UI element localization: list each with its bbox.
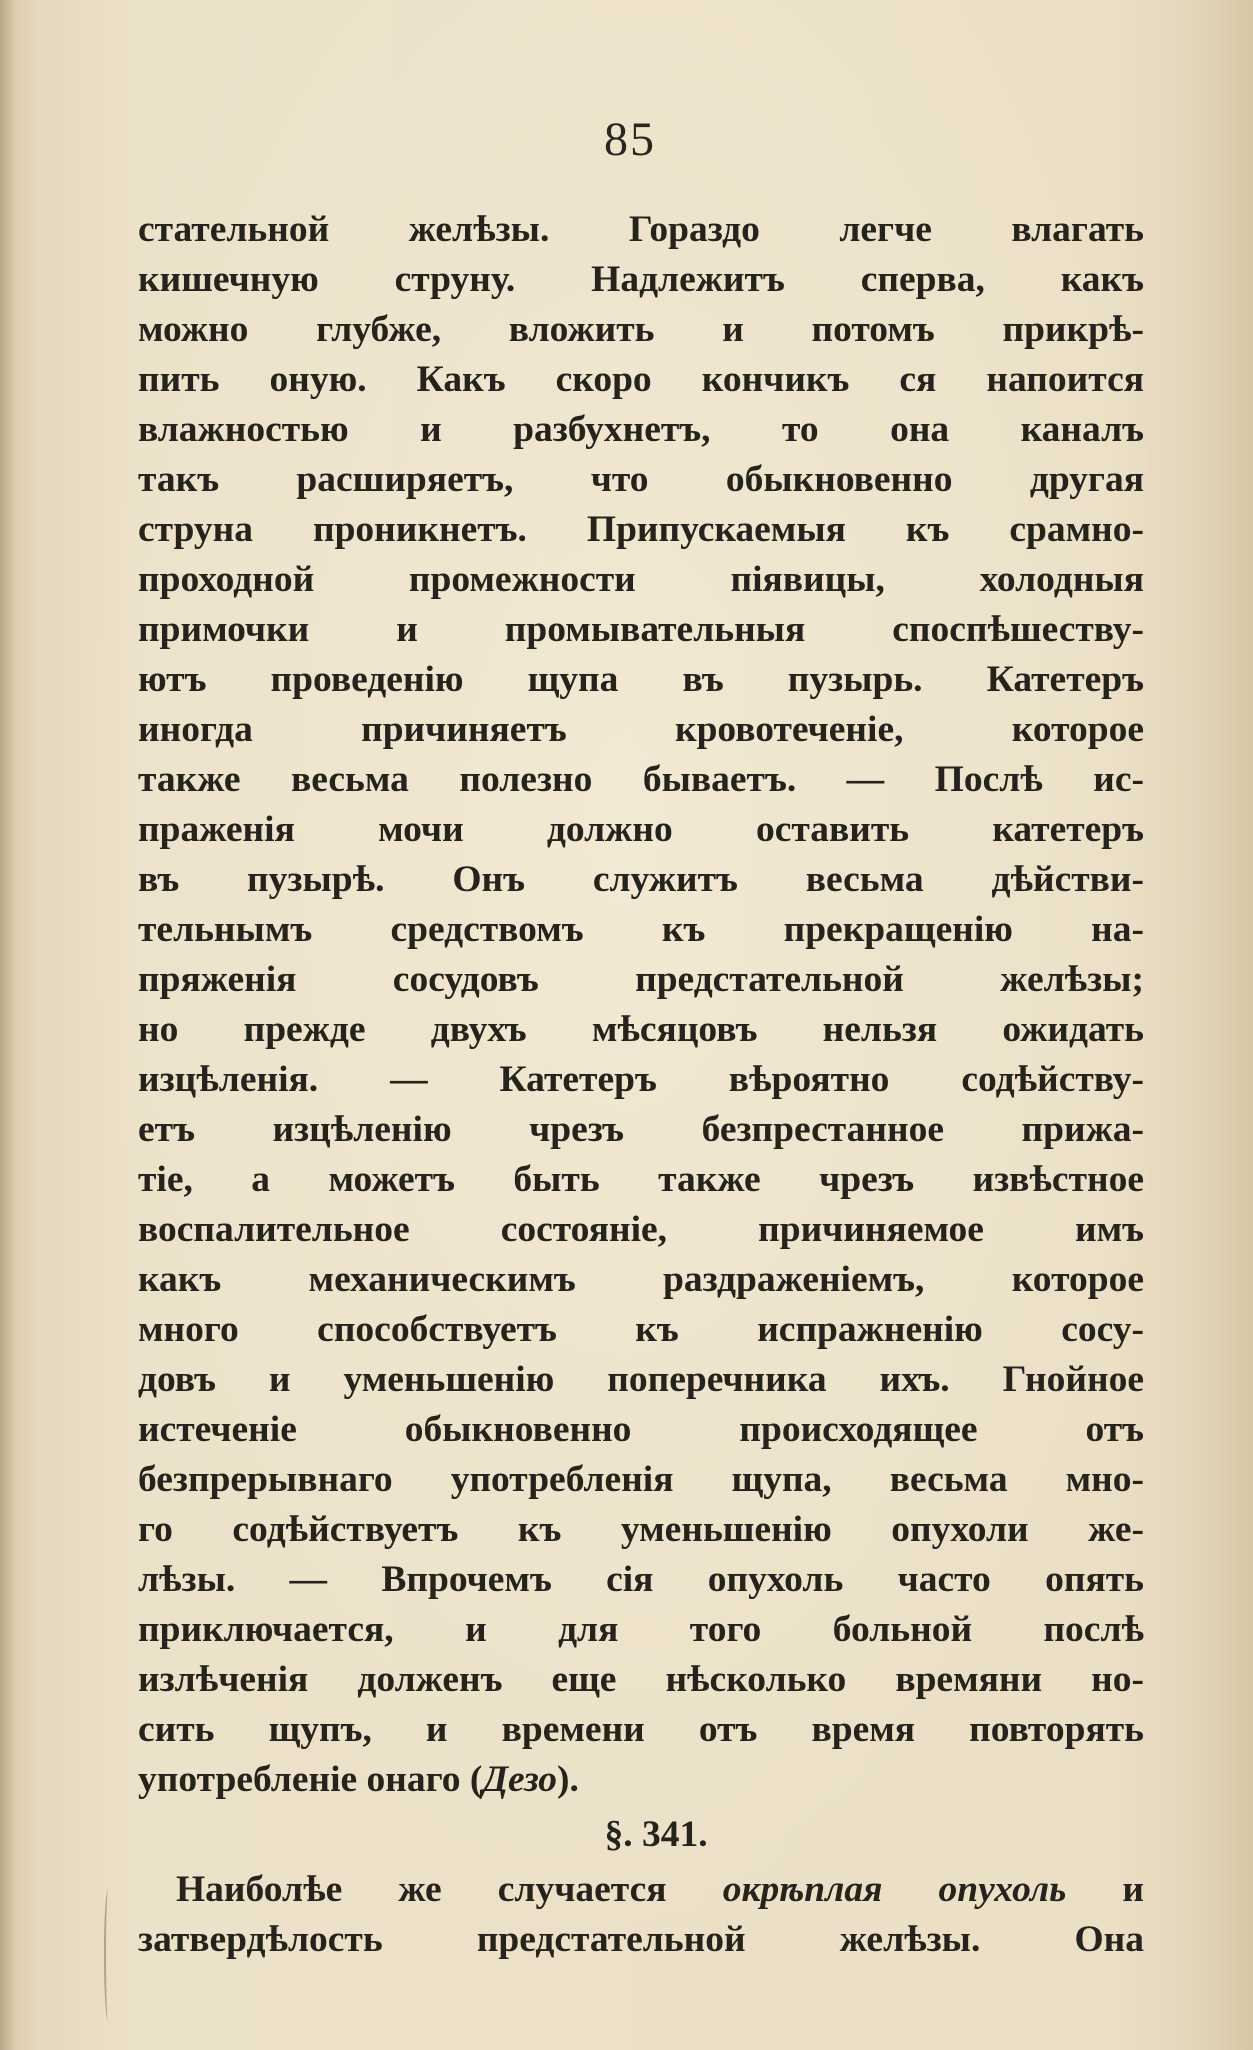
text-line: какъ механическимъ раздраженіемъ, которое — [138, 1259, 1144, 1300]
text-line: истеченіе обыкновенно происходящее отъ — [138, 1409, 1144, 1450]
text-line: приключается, и для того больной послѣ — [138, 1609, 1144, 1650]
text-line: можно глубже, вложить и потомъ прикрѣ- — [138, 309, 1144, 350]
text-line: иногда причиняетъ кровотеченіе, которое — [138, 709, 1144, 750]
text-line: изцѣленія. — Катетеръ вѣроятно содѣйству- — [138, 1059, 1144, 1100]
text-line: пить оную. Какъ скоро кончикъ ся напоится — [138, 359, 1144, 400]
margin-pencil-mark — [104, 1890, 112, 2020]
text-line: тіе, а можетъ быть также чрезъ извѣстное — [138, 1159, 1144, 1200]
text-line: затвердѣлость предстательной желѣзы. Она — [138, 1919, 1144, 1960]
text-line: струна проникнетъ. Припускаемыя къ срамно- — [138, 509, 1144, 550]
text-line: праженія мочи должно оставить катетеръ — [138, 809, 1144, 850]
paragraph-final-line — [138, 1755, 1144, 1805]
text-line: сить щупъ, и времени отъ время повторять — [138, 1709, 1144, 1750]
text-line: кишечную струну. Надлежитъ сперва, какъ — [138, 259, 1144, 300]
page-text — [138, 205, 1144, 1965]
text-line: примочки и промывательныя споспѣшеству- — [138, 609, 1144, 650]
text-line: но прежде двухъ мѣсяцовъ нельзя ожидать — [138, 1009, 1144, 1050]
text-line: излѣченія долженъ еще нѣсколько времяни но- — [138, 1659, 1144, 1700]
text-line: проходной промежности піявицы, холодныя — [138, 559, 1144, 600]
text-line: ютъ проведенію щупа въ пузырь. Катетеръ — [138, 659, 1144, 700]
text-line: въ пузырѣ. Онъ служитъ весьма дѣйстви- — [138, 859, 1144, 900]
text-line: стательной желѣзы. Гораздо легче влагать — [138, 209, 1144, 250]
text-line: го содѣйствуетъ къ уменьшенію опухоли же- — [138, 1509, 1144, 1550]
next-para-end: и — [1066, 1869, 1144, 1910]
text-line: лѣзы. — Впрочемъ сія опухоль часто опять — [138, 1559, 1144, 1600]
text-line: безпрерывнаго употребленія щупа, весьма мно- — [138, 1459, 1144, 1500]
text-line: такъ расширяетъ, что обыкновенно другая — [138, 459, 1144, 500]
text-line: довъ и уменьшенію поперечника ихъ. Гнойное — [138, 1359, 1144, 1400]
text-line: влажностью и разбухнетъ, то она каналъ — [138, 409, 1144, 450]
text-line: также весьма полезно бываетъ. — Послѣ ис- — [138, 759, 1144, 800]
final-line-text: употребленіе онаго ( — [138, 1759, 483, 1800]
emphasized-term: окрѣплая опухоль — [722, 1869, 1067, 1910]
page-number: 85 — [604, 113, 656, 166]
spine-shadow — [0, 0, 16, 2050]
text-line: воспалительное состояніе, причиняемое имъ — [138, 1209, 1144, 1250]
section-heading: §. 341. — [604, 1814, 708, 1855]
text-line: много способствуетъ къ испражненію сосу- — [138, 1309, 1144, 1350]
next-paragraph-line — [138, 1865, 1144, 1915]
final-line-close: ). — [557, 1759, 579, 1800]
text-line: тельнымъ средствомъ къ прекращенію на- — [138, 909, 1144, 950]
citation-author: Дезо — [482, 1759, 558, 1800]
text-line: пряженія сосудовъ предстательной желѣзы; — [138, 959, 1144, 1000]
text-line: етъ изцѣленію чрезъ безпрестанное прижа- — [138, 1109, 1144, 1150]
next-para-start: Наиболѣе же случается — [176, 1869, 723, 1910]
